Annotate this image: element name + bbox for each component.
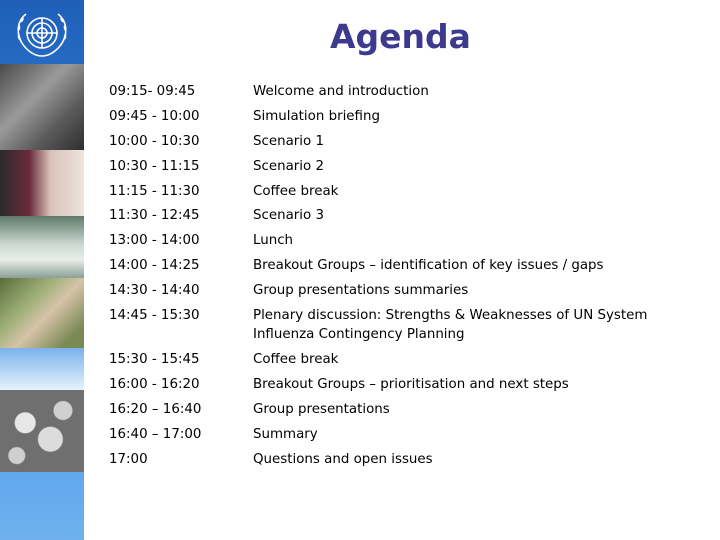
- agenda-row: [109, 155, 709, 180]
- agenda-time: 10:30 - 11:15: [109, 158, 200, 174]
- agenda-time: 11:15 - 11:30: [109, 183, 200, 199]
- agenda-row: [109, 105, 709, 130]
- sidebar: [0, 0, 84, 540]
- agenda-topic: Simulation briefing: [253, 108, 380, 124]
- agenda-topic: Coffee break: [253, 183, 339, 199]
- agenda-row: [109, 204, 709, 229]
- agenda-time: 14:45 - 15:30: [109, 308, 200, 324]
- virus-micrograph-photo: [0, 390, 84, 472]
- agenda-topic: Breakout Groups – prioritisation and next steps: [253, 376, 569, 392]
- agenda-time: 15:30 - 15:45: [109, 352, 200, 368]
- slide-title: Agenda: [330, 17, 471, 56]
- agenda-topic: Lunch: [253, 233, 294, 249]
- agenda-time: 11:30 - 12:45: [109, 208, 200, 224]
- agenda-row: [109, 180, 709, 205]
- agenda-time: 09:15- 09:45: [109, 84, 196, 99]
- protective-suits-photo: [0, 216, 84, 278]
- agenda-row: [109, 279, 709, 304]
- agenda-time: 16:40 – 17:00: [109, 426, 202, 442]
- agenda-topic: Welcome and introduction: [253, 84, 429, 99]
- masked-woman-photo: [0, 150, 84, 216]
- agenda-time: 10:00 - 10:30: [109, 133, 200, 149]
- agenda-time: 16:20 – 16:40: [109, 401, 202, 417]
- agenda-topic: Scenario 3: [253, 208, 324, 224]
- agenda-time: 16:00 - 16:20: [109, 376, 200, 392]
- agenda-row: [109, 80, 709, 105]
- agenda-time: 13:00 - 14:00: [109, 233, 200, 249]
- agenda-topic: Scenario 2: [253, 158, 324, 174]
- agenda-topic: Scenario 1: [253, 133, 324, 149]
- agenda-list: [109, 80, 709, 472]
- agenda-topic: Questions and open issues: [253, 451, 433, 467]
- agenda-row: [109, 130, 709, 155]
- agenda-topic: Plenary discussion: Strengths & Weaknesses of UN System Influenza Contingency Planning: [253, 308, 648, 343]
- agenda-topic: Breakout Groups – identification of key issues / gaps: [253, 258, 604, 274]
- agenda-row: [109, 448, 709, 473]
- agenda-time: 14:30 - 14:40: [109, 283, 200, 299]
- agenda-topic: Summary: [253, 426, 318, 442]
- agenda-topic: Coffee break: [253, 352, 339, 368]
- airplane-photo: [0, 348, 84, 390]
- agenda-time: 17:00: [109, 451, 148, 467]
- agenda-row: [109, 398, 709, 423]
- agenda-topic: Group presentations summaries: [253, 283, 469, 299]
- agenda-row: [109, 229, 709, 254]
- agenda-row: [109, 304, 709, 348]
- agenda-time: 14:00 - 14:25: [109, 258, 200, 274]
- agenda-row: [109, 423, 709, 448]
- agenda-row: [109, 348, 709, 373]
- un-emblem-icon: [10, 6, 74, 62]
- factory-workers-photo: [0, 64, 84, 150]
- agenda-row: [109, 254, 709, 279]
- agenda-row: [109, 373, 709, 398]
- soldier-mask-photo: [0, 278, 84, 348]
- agenda-topic: Group presentations: [253, 401, 390, 417]
- agenda-time: 09:45 - 10:00: [109, 108, 200, 124]
